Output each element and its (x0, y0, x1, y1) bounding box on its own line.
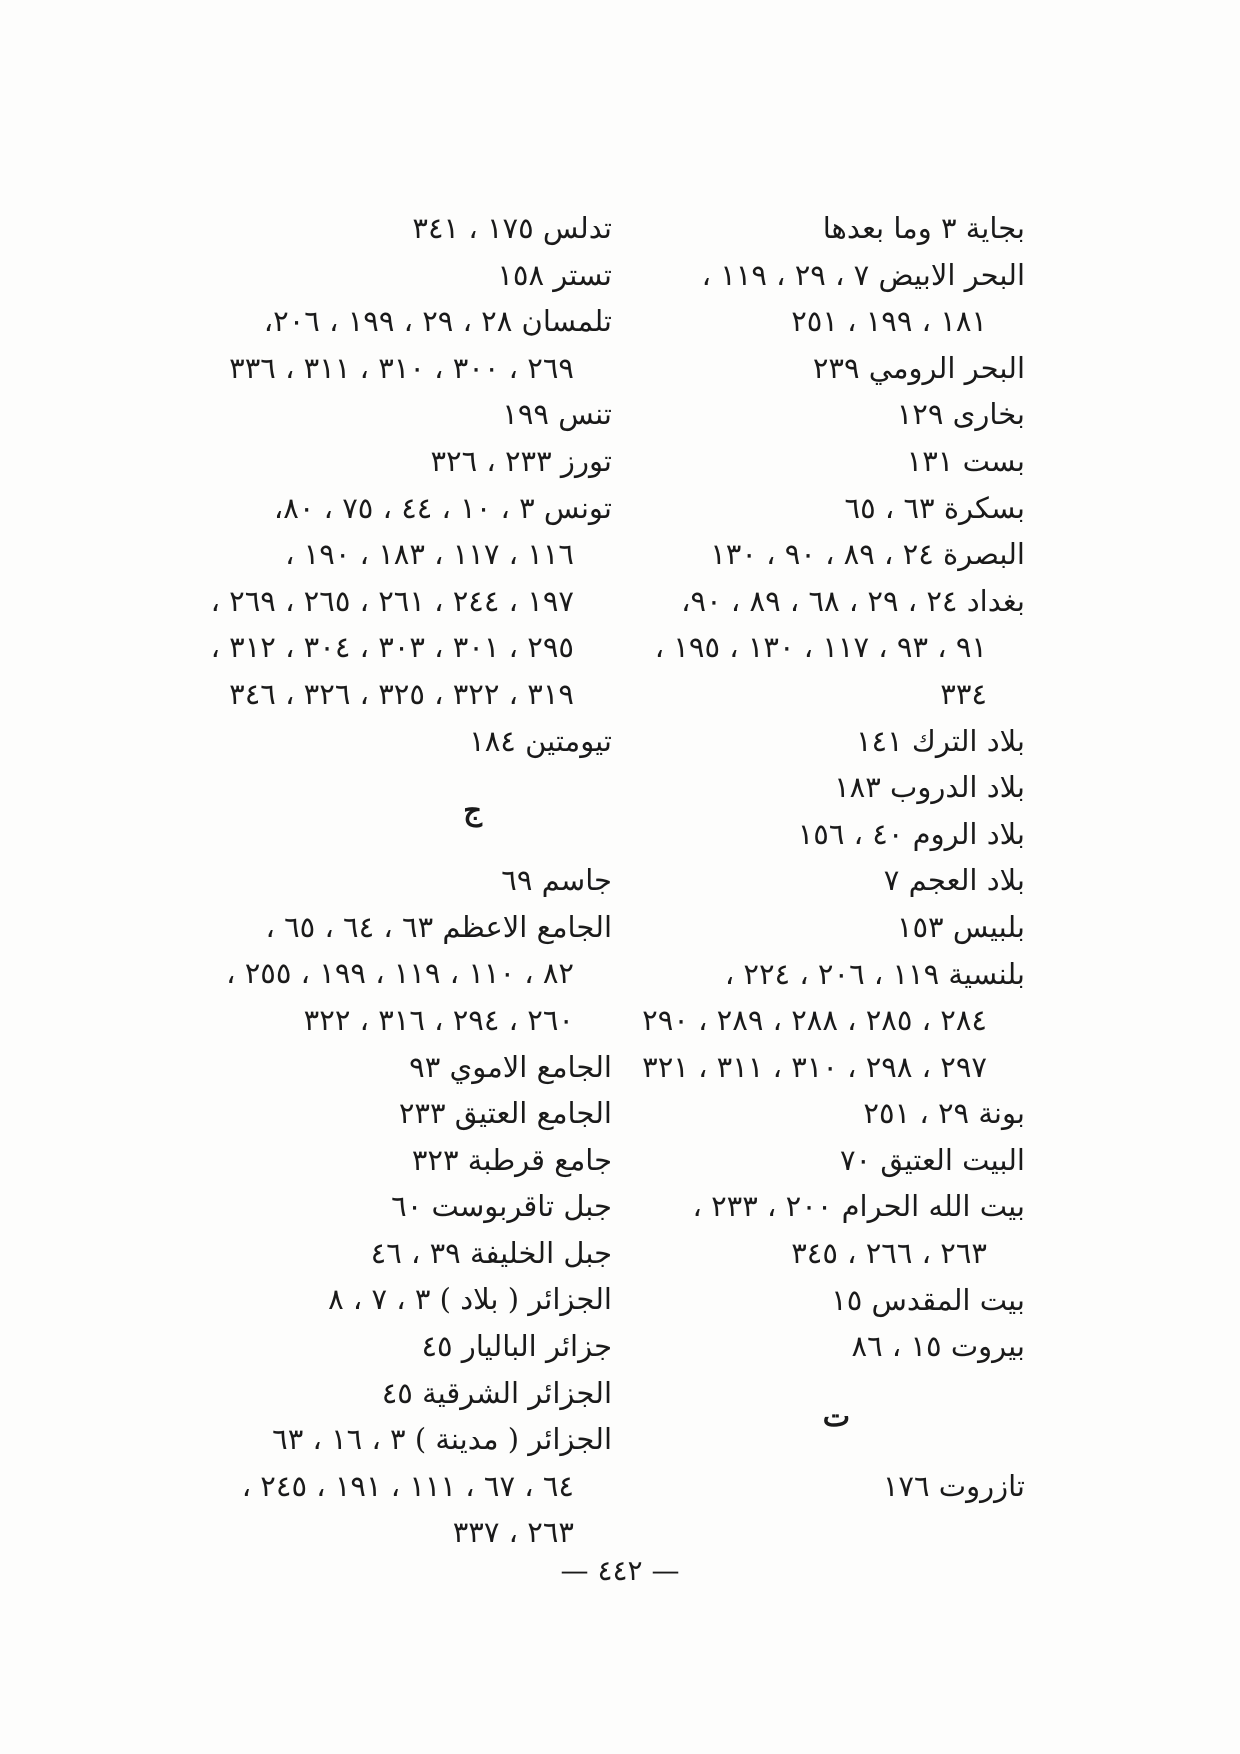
index-entry: بيروت ١٥ ، ٨٦ (851, 1329, 1025, 1364)
index-entry: الجامع العتيق ٢٣٣ (398, 1096, 612, 1131)
index-entry-continuation: ٨٢ ، ١١٠ ، ١١٩ ، ١٩٩ ، ٢٥٥ ، (226, 956, 574, 991)
section-letter-heading: ج (463, 793, 482, 828)
index-entry-continuation: ٣٣٤ (940, 676, 987, 711)
index-entry: الجامع الاعظم ٦٣ ، ٦٤ ، ٦٥ ، (265, 909, 612, 944)
index-entry: الجزائر الشرقية ٤٥ (381, 1375, 612, 1410)
index-entry: البصرة ٢٤ ، ٨٩ ، ٩٠ ، ١٣٠ (710, 537, 1025, 572)
index-entry-continuation: ٢٩٥ ، ٣٠١ ، ٣٠٣ ، ٣٠٤ ، ٣١٢ ، (210, 630, 574, 665)
index-entry-continuation: ٢٩٧ ، ٢٩٨ ، ٣١٠ ، ٣١١ ، ٣٢١ (642, 1049, 987, 1084)
page-number: — ٤٤٢ — (560, 1554, 680, 1587)
index-entry: بيت الله الحرام ٢٠٠ ، ٢٣٣ ، (692, 1189, 1025, 1224)
index-entry: تورز ٢٣٣ ، ٣٢٦ (430, 443, 612, 478)
index-entry: البحر الرومي ٢٣٩ (812, 350, 1025, 385)
index-entry: جبل تاقربوست ٦٠ (391, 1189, 612, 1224)
index-column-left (172, 205, 612, 1556)
index-entry: تلمسان ٢٨ ، ٢٩ ، ١٩٩ ، ٢٠٦، (263, 304, 612, 339)
index-entry: الجزائر ( بلاد ) ٣ ، ٧ ، ٨ (328, 1282, 612, 1317)
index-column-right (605, 205, 1025, 1509)
index-entry-continuation: ١٩٧ ، ٢٤٤ ، ٢٦١ ، ٢٦٥ ، ٢٦٩ ، (210, 583, 574, 618)
index-entry-continuation: ٢٦٣ ، ٣٣٧ (452, 1515, 574, 1550)
index-entry: جزائر الباليار ٤٥ (421, 1329, 612, 1364)
index-entry: البحر الابيض ٧ ، ٢٩ ، ١١٩ ، (701, 257, 1025, 292)
index-entry-continuation: ٢٦٣ ، ٢٦٦ ، ٣٤٥ (791, 1236, 987, 1271)
index-entry: تستر ١٥٨ (497, 257, 612, 292)
index-entry: بلاد الروم ٤٠ ، ١٥٦ (797, 816, 1025, 851)
index-entry: تدلس ١٧٥ ، ٣٤١ (412, 211, 612, 245)
index-entry: بلبيس ١٥٣ (896, 909, 1025, 944)
index-entry: جاسم ٦٩ (501, 863, 612, 898)
index-entry: بلاد الدروب ١٨٣ (834, 770, 1025, 805)
index-entry-continuation: ٢٦٩ ، ٣٠٠ ، ٣١٠ ، ٣١١ ، ٣٣٦ (229, 350, 574, 385)
index-entry-continuation: ٣١٩ ، ٣٢٢ ، ٣٢٥ ، ٣٢٦ ، ٣٤٦ (229, 676, 574, 711)
index-entry: بخارى ١٢٩ (896, 397, 1025, 432)
index-entry-continuation: ٢٨٤ ، ٢٨٥ ، ٢٨٨ ، ٢٨٩ ، ٢٩٠ (642, 1003, 987, 1038)
index-entry: الجزائر ( مدينة ) ٣ ، ١٦ ، ٦٣ (272, 1422, 612, 1457)
index-entry: الجامع الاموي ٩٣ (409, 1049, 612, 1084)
index-entry: بونة ٢٩ ، ٢٥١ (863, 1096, 1025, 1131)
index-entry: بغداد ٢٤ ، ٢٩ ، ٦٨ ، ٨٩ ، ٩٠، (681, 583, 1025, 618)
index-entry-continuation: ٢٦٠ ، ٢٩٤ ، ٣١٦ ، ٣٢٢ (303, 1002, 574, 1037)
index-entry: بست ١٣١ (906, 443, 1025, 478)
index-entry-continuation: ١٨١ ، ١٩٩ ، ٢٥١ (791, 304, 987, 339)
index-entry-continuation: ١١٦ ، ١١٧ ، ١٨٣ ، ١٩٠ ، (285, 537, 574, 572)
section-letter-heading: ت (822, 1398, 850, 1433)
index-entry: تازروت ١٧٦ (882, 1468, 1025, 1503)
index-entry: بسكرة ٦٣ ، ٦٥ (844, 490, 1025, 525)
index-entry: جبل الخليفة ٣٩ ، ٤٦ (370, 1235, 612, 1270)
index-entry: بيت المقدس ١٥ (831, 1282, 1025, 1317)
index-entry: البيت العتيق ٧٠ (839, 1142, 1025, 1177)
index-entry: تنس ١٩٩ (502, 397, 612, 432)
index-entry: بجاية ٣ وما بعدها (822, 211, 1025, 245)
index-entry: بلنسية ١١٩ ، ٢٠٦ ، ٢٢٤ ، (724, 956, 1025, 991)
index-entry: بلاد الترك ١٤١ (855, 723, 1025, 758)
index-entry: جامع قرطبة ٣٢٣ (411, 1142, 612, 1177)
index-entry: بلاد العجم ٧ (883, 863, 1025, 898)
index-entry-continuation: ٩١ ، ٩٣ ، ١١٧ ، ١٣٠ ، ١٩٥ ، (654, 630, 987, 665)
index-entry: تيومتين ١٨٤ (469, 723, 612, 758)
index-entry: تونس ٣ ، ١٠ ، ٤٤ ، ٧٥ ، ٨٠، (273, 490, 612, 525)
index-entry-continuation: ٦٤ ، ٦٧ ، ١١١ ، ١٩١ ، ٢٤٥ ، (241, 1468, 574, 1503)
